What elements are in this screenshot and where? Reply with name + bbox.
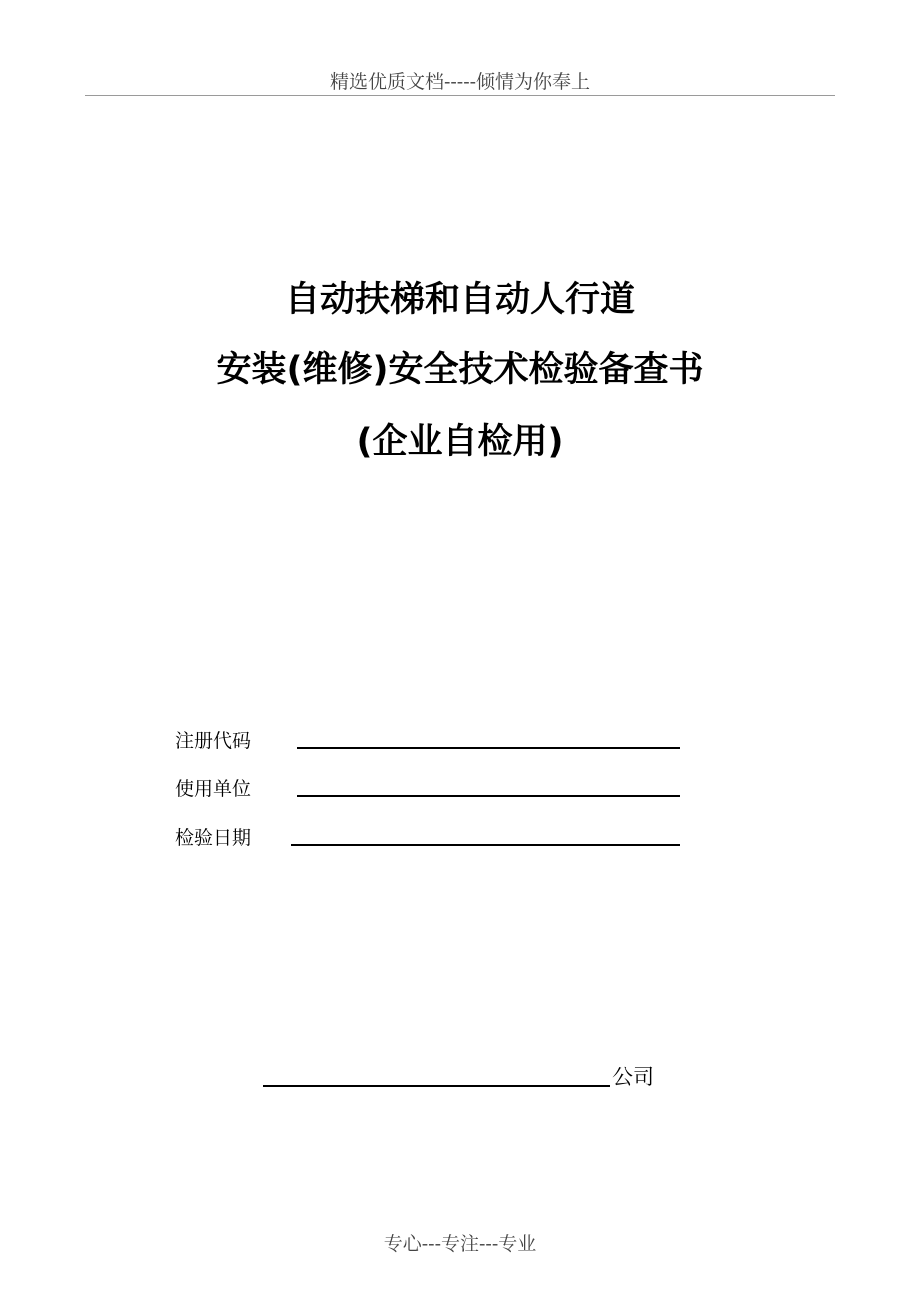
company-suffix: 公司 bbox=[612, 1065, 654, 1089]
user-unit-label: 使用单位 bbox=[175, 778, 252, 800]
page-footer: 专心---专注---专业 bbox=[383, 1233, 537, 1255]
user-unit-field[interactable] bbox=[297, 795, 680, 797]
header-divider bbox=[85, 95, 835, 96]
document-title-line-1: 自动扶梯和自动人行道 bbox=[284, 280, 635, 320]
inspection-date-label: 检验日期 bbox=[175, 827, 252, 849]
company-name-field[interactable] bbox=[263, 1085, 610, 1087]
page-header: 精选优质文档-----倾情为你奉上 bbox=[329, 71, 591, 93]
inspection-date-field[interactable] bbox=[291, 844, 680, 846]
registration-code-field[interactable] bbox=[297, 747, 680, 749]
document-title-line-3: (企业自检用) bbox=[356, 422, 564, 462]
registration-code-label: 注册代码 bbox=[175, 730, 252, 752]
document-title-line-2: 安装(维修)安全技术检验备查书 bbox=[216, 350, 704, 390]
